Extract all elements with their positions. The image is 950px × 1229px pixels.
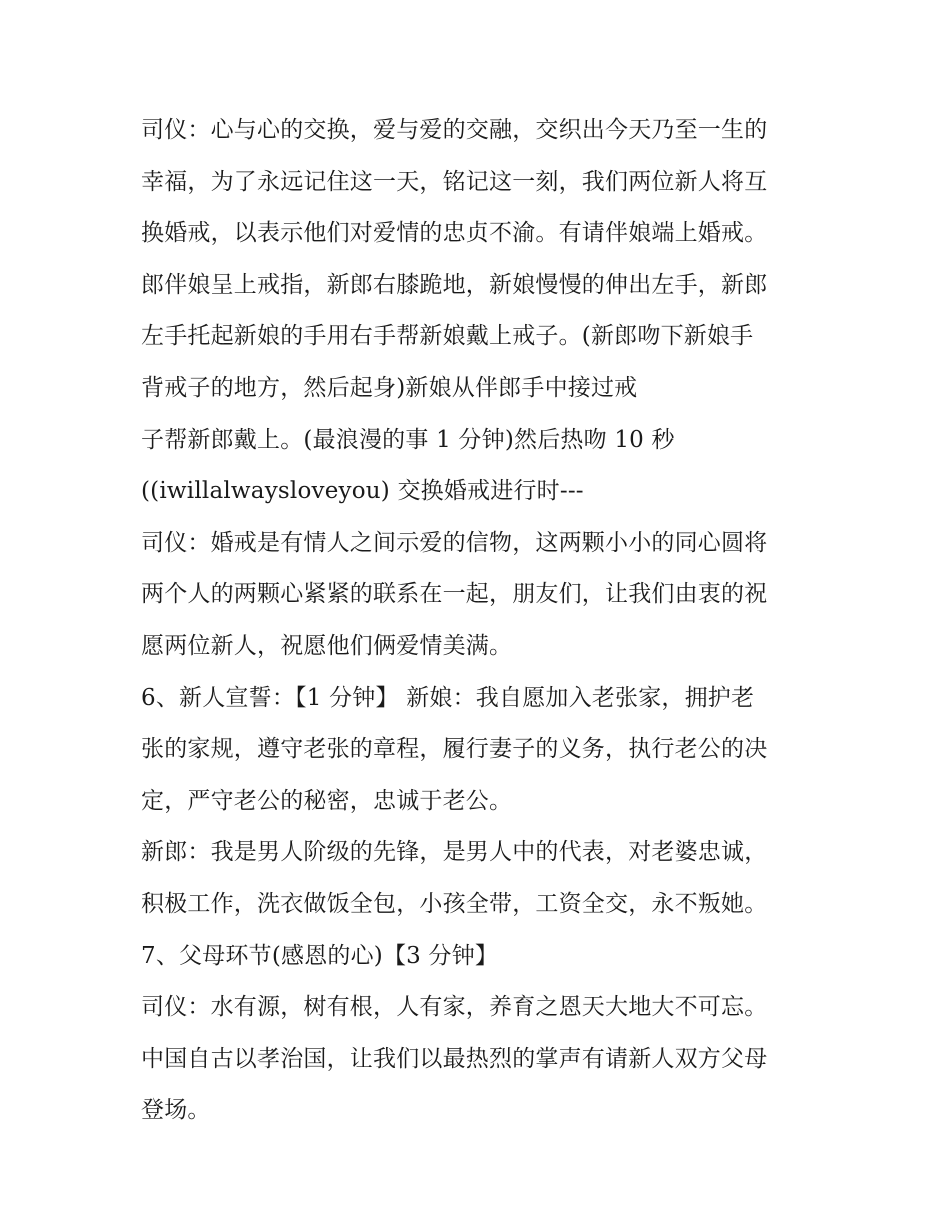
text-line: 定，严守老公的秘密，忠诚于老公。 xyxy=(141,787,513,814)
text-line: 愿两位新人，祝愿他们俩爱情美满。 xyxy=(141,632,513,659)
text-line: 子帮新郎戴上。(最浪漫的事 1 分钟)然后热吻 10 秒 xyxy=(141,426,675,453)
text-line: 左手托起新娘的手用右手帮新娘戴上戒子。(新郎吻下新娘手 xyxy=(141,323,754,350)
text-line: 司仪：水有源，树有根，人有家，养育之恩天大地大不可忘。 xyxy=(141,994,768,1021)
text-line: 7、父母环节(感恩的心)【3 分钟】 xyxy=(141,942,499,969)
text-line: 两个人的两颗心紧紧的联系在一起，朋友们，让我们由衷的祝 xyxy=(141,581,768,608)
text-line: 换婚戒，以表示他们对爱情的忠贞不渝。有请伴娘端上婚戒。 xyxy=(141,220,768,247)
text-line: 新郎：我是男人阶级的先锋，是男人中的代表，对老婆忠诚， xyxy=(141,839,768,866)
text-line: 背戒子的地方，然后起身)新娘从伴郎手中接过戒 xyxy=(141,374,638,401)
text-line: 司仪：婚戒是有情人之间示爱的信物，这两颗小小的同心圆将 xyxy=(141,529,768,556)
text-line: 积极工作，洗衣做饭全包，小孩全带，工资全交，永不叛她。 xyxy=(141,890,768,917)
text-line: ((iwillalwaysloveyou) 交换婚戒进行时--- xyxy=(141,478,584,505)
text-line: 张的家规，遵守老张的章程，履行妻子的义务，执行老公的决 xyxy=(141,736,768,763)
text-line: 6、新人宣誓：【1 分钟】 新娘：我自愿加入老张家，拥护老 xyxy=(141,684,755,711)
text-line: 中国自古以孝治国，让我们以最热烈的掌声有请新人双方父母 xyxy=(141,1045,768,1072)
text-line: 幸福，为了永远记住这一天，铭记这一刻，我们两位新人将互 xyxy=(141,168,768,195)
text-line: 登场。 xyxy=(141,1097,211,1124)
text-line: 郎伴娘呈上戒指，新郎右膝跪地，新娘慢慢的伸出左手，新郎 xyxy=(141,271,768,298)
text-line: 司仪：心与心的交换，爱与爱的交融，交织出今天乃至一生的 xyxy=(141,117,768,143)
document-body xyxy=(141,110,831,1142)
